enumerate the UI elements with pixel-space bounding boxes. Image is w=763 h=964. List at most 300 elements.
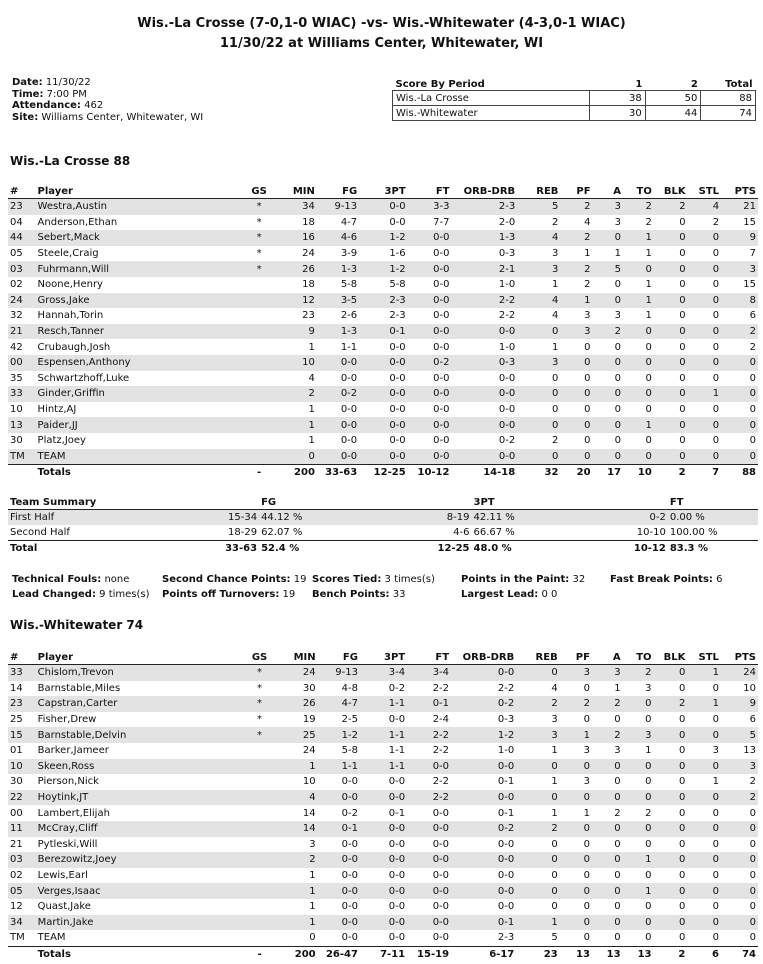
cell-stl: 0 <box>687 883 721 899</box>
cell-3pt: 0-0 <box>359 417 408 433</box>
cell-reb: 0 <box>516 790 559 806</box>
cell-stl: 0 <box>688 417 721 433</box>
cell-blk: 0 <box>654 727 688 743</box>
cell-to: 2 <box>645 216 652 228</box>
game-info <box>12 77 203 123</box>
cell-pf: 1 <box>560 293 592 309</box>
cell-min: 23 <box>302 310 315 322</box>
cell-jersey: 05 <box>10 248 23 260</box>
cell-blk: 0 <box>654 665 688 681</box>
cell-gs <box>240 449 279 465</box>
cell-min: 9 <box>278 324 317 340</box>
cell-pts: 15 <box>743 279 756 291</box>
cell-pf: 0 <box>560 386 592 402</box>
team1-box-score <box>8 184 758 481</box>
cell-min: 1 <box>278 417 317 433</box>
cell-stl: 0 <box>712 870 719 882</box>
player-row <box>8 324 758 340</box>
cell-orb-drb: 0-0 <box>451 386 517 402</box>
cell-pts: 9 <box>721 696 758 712</box>
cell-jersey: 33 <box>8 665 36 681</box>
cell-to: 0 <box>623 324 654 340</box>
cell-reb: 4 <box>517 230 560 246</box>
summary-fg: 33-63 <box>173 541 259 557</box>
cell-orb-drb: 0-2 <box>498 435 516 447</box>
cell-player: Resch,Tanner <box>36 324 240 340</box>
cell-to: 0 <box>623 449 654 465</box>
cell-reb: 2 <box>552 216 559 228</box>
cell-player: Skeen,Ross <box>36 759 240 775</box>
cell-pts: 2 <box>749 776 756 788</box>
cell-gs <box>240 339 279 355</box>
cell-pf: 0 <box>584 404 591 416</box>
cell-orb-drb: 0-0 <box>498 404 516 416</box>
cell-jersey: 02 <box>10 870 23 882</box>
cell-stl: 0 <box>712 248 720 260</box>
summary-3pt: 8-19 <box>349 510 471 526</box>
cell-to: 1 <box>645 279 652 291</box>
cell-ft: 3-4 <box>407 665 451 681</box>
cell-ast: 0 <box>614 435 622 447</box>
cell-orb-drb: 0-1 <box>451 915 516 931</box>
cell-orb-drb: 0-0 <box>451 759 516 775</box>
cell-to: 0 <box>645 404 652 416</box>
score-row <box>393 106 756 121</box>
cell-fg: 0-0 <box>318 883 360 899</box>
cell-jersey: 23 <box>8 696 36 712</box>
score-by-period-table <box>392 78 756 121</box>
cell-gs: * <box>240 696 279 712</box>
cell-pts: 8 <box>721 293 758 309</box>
column-header-jersey: # <box>8 184 36 199</box>
cell-fg: 0-0 <box>341 932 358 944</box>
player-row <box>8 355 758 371</box>
cell-player: Pierson,Nick <box>37 776 99 788</box>
player-row <box>8 868 758 884</box>
cell-blk: 0 <box>654 293 688 309</box>
cell-fg: 1-3 <box>317 261 359 277</box>
cell-blk: 0 <box>654 821 688 837</box>
cell-min: 0 <box>278 449 317 465</box>
cell-to: 0 <box>645 870 652 882</box>
cell-stl: 0 <box>688 230 721 246</box>
cell-ft: 0-0 <box>407 759 451 775</box>
cell-min: 4 <box>308 372 315 384</box>
game-notes <box>12 572 752 602</box>
cell-pf: 0 <box>583 838 590 850</box>
player-row <box>8 277 758 293</box>
cell-orb-drb: 0-2 <box>451 821 516 837</box>
cell-3pt: 5-8 <box>389 279 406 291</box>
cell-orb-drb: 2-0 <box>498 216 516 228</box>
total-jersey <box>8 465 36 481</box>
cell-3pt: 0-0 <box>389 435 406 447</box>
cell-pts: 0 <box>749 932 756 944</box>
totals-row <box>8 465 758 481</box>
cell-min: 16 <box>278 230 317 246</box>
cell-to: 2 <box>623 665 654 681</box>
cell-fg: 5-8 <box>341 745 358 757</box>
score-total: 88 <box>701 91 756 106</box>
site-value: Williams Center, Whitewater, WI <box>41 111 204 123</box>
summary-fg-pct: 52.4 % <box>259 541 349 557</box>
cell-stl: 1 <box>688 386 721 402</box>
cell-stl: 0 <box>687 915 721 931</box>
cell-3pt: 0-0 <box>389 404 406 416</box>
cell-3pt: 2-3 <box>359 293 408 309</box>
cell-reb: 1 <box>552 279 559 291</box>
total-to: 13 <box>623 946 654 962</box>
cell-gs <box>240 277 279 293</box>
player-row <box>8 790 758 806</box>
bench-value: 33 <box>392 589 406 600</box>
total-pts: 88 <box>721 465 758 481</box>
cell-orb-drb: 2-3 <box>497 932 515 944</box>
cell-pts: 0 <box>749 870 756 882</box>
cell-player: Martin,Jake <box>36 915 240 931</box>
cell-min: 14 <box>302 807 316 819</box>
cell-fg: 4-7 <box>340 216 358 228</box>
cell-reb: 3 <box>551 714 558 726</box>
cell-ast: 0 <box>592 790 623 806</box>
cell-player: Capstran,Carter <box>36 696 240 712</box>
technical-fouls-label: Technical Fouls: <box>12 574 102 585</box>
cell-ft: 2-2 <box>432 745 450 757</box>
cell-orb-drb: 1-0 <box>498 279 516 291</box>
cell-stl: 1 <box>712 776 719 788</box>
cell-pts: 7 <box>749 248 756 260</box>
cell-stl: 0 <box>687 852 721 868</box>
cell-jersey: 04 <box>10 216 23 228</box>
player-row <box>8 712 758 728</box>
cell-fg: 4-7 <box>318 696 360 712</box>
cell-pf: 1 <box>560 727 592 743</box>
cell-pts: 0 <box>721 915 758 931</box>
cell-gs <box>240 759 279 775</box>
cell-orb-drb: 0-1 <box>497 776 515 788</box>
cell-3pt: 0-0 <box>389 216 406 228</box>
cell-stl: 0 <box>712 682 719 694</box>
cell-pts: 15 <box>743 216 756 228</box>
cell-to: 0 <box>645 932 652 944</box>
summary-3pt: 4-6 <box>453 527 470 538</box>
cell-ft: 0-0 <box>433 248 450 260</box>
total-ft: 15-19 <box>407 946 451 962</box>
cell-min: 26 <box>279 696 318 712</box>
cell-pf: 0 <box>583 714 590 726</box>
cell-to: 0 <box>645 341 652 353</box>
cell-orb-drb: 0-0 <box>497 870 515 882</box>
cell-min: 30 <box>302 682 316 694</box>
cell-player: Ginder,Griffin <box>36 386 240 402</box>
player-row <box>8 308 758 324</box>
cell-to: 0 <box>623 759 654 775</box>
cell-player: Verges,Isaac <box>36 883 240 899</box>
cell-fg: 4-6 <box>317 230 359 246</box>
cell-player: Hannah,Torin <box>37 310 104 322</box>
cell-gs <box>240 930 279 946</box>
total-jersey <box>8 946 36 962</box>
summary-3pt-pct: 48.0 % <box>472 541 562 557</box>
cell-to: 0 <box>623 386 654 402</box>
cell-fg: 2-6 <box>340 310 358 322</box>
cell-stl: 0 <box>712 435 720 447</box>
player-row <box>8 852 758 868</box>
cell-player: TEAM <box>37 932 66 944</box>
cell-reb: 0 <box>516 665 559 681</box>
cell-gs: * <box>257 682 263 694</box>
cell-jersey: 03 <box>8 852 36 868</box>
cell-gs <box>240 821 279 837</box>
cell-min: 1 <box>308 404 315 416</box>
column-header-pts: PTS <box>721 650 758 665</box>
player-row <box>8 402 758 418</box>
summary-ft: 10-12 <box>562 541 668 557</box>
cell-reb: 0 <box>517 386 560 402</box>
cell-stl: 0 <box>712 341 720 353</box>
cell-jersey: 14 <box>10 682 23 694</box>
cell-reb: 0 <box>517 417 560 433</box>
player-row <box>8 417 758 433</box>
cell-to: 0 <box>623 915 654 931</box>
cell-to: 1 <box>645 745 652 757</box>
cell-blk: 0 <box>654 883 688 899</box>
cell-orb-drb: 2-2 <box>498 310 516 322</box>
date-value: 11/30/22 <box>45 77 91 88</box>
cell-blk: 0 <box>679 435 686 447</box>
cell-orb-drb: 0-0 <box>498 372 516 384</box>
scores-tied-value: 3 times(s) <box>384 574 435 585</box>
score-team: Wis.-Whitewater <box>393 106 590 121</box>
cell-3pt: 0-0 <box>388 776 406 788</box>
column-header-3pt: 3PT <box>360 650 407 665</box>
cell-pts: 0 <box>721 852 758 868</box>
column-header-fg: FG <box>317 184 359 199</box>
summary-ft-pct: 100.00 % <box>669 527 718 538</box>
off-turnovers-label: Points off Turnovers: <box>162 589 280 600</box>
column-header-orb-drb: ORB-DRB <box>451 184 517 199</box>
cell-jersey: 05 <box>8 883 36 899</box>
player-row <box>8 246 758 262</box>
fg-label: FG <box>259 496 349 510</box>
cell-blk: 0 <box>654 355 688 371</box>
total-3pt: 12-25 <box>359 465 408 481</box>
cell-to: 1 <box>623 293 654 309</box>
cell-gs <box>240 417 279 433</box>
cell-stl: 0 <box>712 279 720 291</box>
cell-to: 1 <box>645 310 652 322</box>
cell-gs <box>240 324 279 340</box>
team2-box-score <box>8 650 758 962</box>
cell-pf: 0 <box>583 682 590 694</box>
cell-player: Noone,Henry <box>37 279 103 291</box>
cell-reb: 0 <box>516 759 559 775</box>
paint-value: 32 <box>572 574 586 585</box>
cell-min: 10 <box>302 776 316 788</box>
cell-ft: 0-0 <box>433 435 450 447</box>
cell-pf: 0 <box>584 372 591 384</box>
cell-pts: 3 <box>721 261 758 277</box>
cell-ft: 0-0 <box>408 417 452 433</box>
player-row <box>8 837 758 853</box>
cell-fg: 0-0 <box>341 838 358 850</box>
cell-stl: 0 <box>687 759 721 775</box>
cell-ast: 3 <box>614 216 622 228</box>
cell-ft: 0-0 <box>432 838 450 850</box>
player-row <box>8 665 758 681</box>
summary-label: Total <box>8 541 173 557</box>
cell-to: 0 <box>623 696 654 712</box>
cell-min: 18 <box>302 279 315 291</box>
total-ast: 17 <box>593 465 624 481</box>
player-row <box>8 449 758 465</box>
cell-min: 10 <box>278 355 317 371</box>
cell-pts: 0 <box>721 386 758 402</box>
cell-pf: 3 <box>560 324 592 340</box>
cell-jersey: 15 <box>8 727 36 743</box>
cell-pf: 2 <box>560 230 592 246</box>
cell-reb: 0 <box>551 838 558 850</box>
cell-ast: 0 <box>614 838 621 850</box>
cell-to: 0 <box>645 714 652 726</box>
cell-blk: 0 <box>679 216 686 228</box>
summary-fg: 18-29 <box>228 527 258 538</box>
cell-jersey: TM <box>8 449 36 465</box>
cell-pf: 0 <box>584 341 591 353</box>
cell-orb-drb: 0-0 <box>451 790 516 806</box>
cell-jersey: 42 <box>10 341 23 353</box>
cell-ast: 0 <box>592 821 623 837</box>
cell-stl: 0 <box>712 404 720 416</box>
cell-ft: 0-0 <box>408 386 452 402</box>
cell-blk: 0 <box>654 790 688 806</box>
cell-stl: 0 <box>712 932 719 944</box>
score-total: 74 <box>701 106 756 121</box>
total-header: Total <box>725 78 753 90</box>
cell-player: Gross,Jake <box>36 293 240 309</box>
total-to: 10 <box>623 465 654 481</box>
cell-3pt: 0-0 <box>389 372 406 384</box>
cell-stl: 0 <box>712 901 719 913</box>
cell-jersey: 35 <box>10 372 23 384</box>
cell-3pt: 1-1 <box>360 696 407 712</box>
cell-player: Hoytink,JT <box>36 790 240 806</box>
cell-orb-drb: 1-2 <box>451 727 516 743</box>
cell-reb: 0 <box>516 852 559 868</box>
total-player: Totals <box>36 946 240 962</box>
total-ft: 10-12 <box>408 465 452 481</box>
cell-blk: 0 <box>654 915 688 931</box>
cell-pf: 0 <box>583 870 590 882</box>
cell-pf: 2 <box>560 261 592 277</box>
cell-3pt: 0-0 <box>388 870 406 882</box>
cell-ft: 0-0 <box>432 932 450 944</box>
column-header-gs: GS <box>240 650 279 665</box>
player-row <box>8 696 758 712</box>
cell-ast: 2 <box>592 727 623 743</box>
cell-stl: 1 <box>687 665 721 681</box>
cell-player: Schwartzhoff,Luke <box>37 372 130 384</box>
cell-reb: 4 <box>551 682 558 694</box>
period-header: 2 <box>690 78 698 90</box>
score-period: 44 <box>645 106 701 121</box>
total-fg: 26-47 <box>318 946 360 962</box>
cell-3pt: 1-1 <box>360 727 407 743</box>
cell-fg: 0-0 <box>317 355 359 371</box>
cell-pts: 21 <box>721 199 758 215</box>
summary-total-row <box>8 541 758 557</box>
cell-min: 12 <box>278 293 317 309</box>
cell-jersey: 01 <box>10 745 23 757</box>
cell-ast: 0 <box>593 449 624 465</box>
cell-blk: 0 <box>678 838 686 850</box>
cell-stl: 0 <box>687 821 721 837</box>
cell-pts: 0 <box>749 901 756 913</box>
cell-orb-drb: 0-0 <box>451 417 517 433</box>
cell-fg: 9-13 <box>318 665 360 681</box>
cell-gs: * <box>257 714 263 726</box>
total-3pt: 7-11 <box>360 946 407 962</box>
cell-jersey: 02 <box>10 279 23 291</box>
cell-to: 0 <box>645 776 652 788</box>
cell-pts: 13 <box>743 745 756 757</box>
fast-break-label: Fast Break Points: <box>610 574 713 585</box>
cell-ft: 3-3 <box>408 199 452 215</box>
cell-pts: 0 <box>749 372 756 384</box>
cell-reb: 0 <box>551 870 558 882</box>
cell-fg: 0-0 <box>318 852 360 868</box>
cell-pts: 2 <box>749 341 756 353</box>
lead-changed-value: 9 times(s) <box>99 589 150 600</box>
cell-jersey: 11 <box>8 821 36 837</box>
totals-row <box>8 946 758 962</box>
cell-orb-drb: 2-2 <box>497 682 515 694</box>
off-turnovers-value: 19 <box>282 589 296 600</box>
cell-stl: 0 <box>688 324 721 340</box>
team2-heading: Wis.-Whitewater 74 <box>10 618 144 632</box>
cell-gs <box>240 293 279 309</box>
cell-pf: 3 <box>584 310 591 322</box>
cell-ft: 0-0 <box>432 807 450 819</box>
cell-stl: 0 <box>688 293 721 309</box>
cell-jersey: 30 <box>10 435 23 447</box>
cell-orb-drb: 0-0 <box>451 883 516 899</box>
cell-gs <box>240 883 279 899</box>
cell-3pt: 0-0 <box>359 386 408 402</box>
date-label: Date: <box>12 77 43 88</box>
cell-ast: 1 <box>614 682 621 694</box>
cell-min: 14 <box>279 821 318 837</box>
cell-ft: 0-0 <box>432 901 450 913</box>
cell-ft: 0-2 <box>408 355 452 371</box>
player-row <box>8 433 758 449</box>
cell-reb: 2 <box>552 435 559 447</box>
cell-3pt: 2-3 <box>389 310 406 322</box>
cell-fg: 4-8 <box>341 682 358 694</box>
cell-3pt: 0-0 <box>360 915 407 931</box>
cell-ast: 0 <box>592 883 623 899</box>
column-header-player: Player <box>36 650 240 665</box>
cell-stl: 0 <box>712 838 719 850</box>
cell-blk: 0 <box>678 745 686 757</box>
cell-gs <box>240 852 279 868</box>
cell-min: 25 <box>279 727 318 743</box>
cell-pts: 10 <box>743 682 756 694</box>
cell-pf: 4 <box>584 216 591 228</box>
cell-to: 1 <box>623 230 654 246</box>
cell-blk: 0 <box>679 404 686 416</box>
cell-ft: 2-2 <box>407 727 451 743</box>
